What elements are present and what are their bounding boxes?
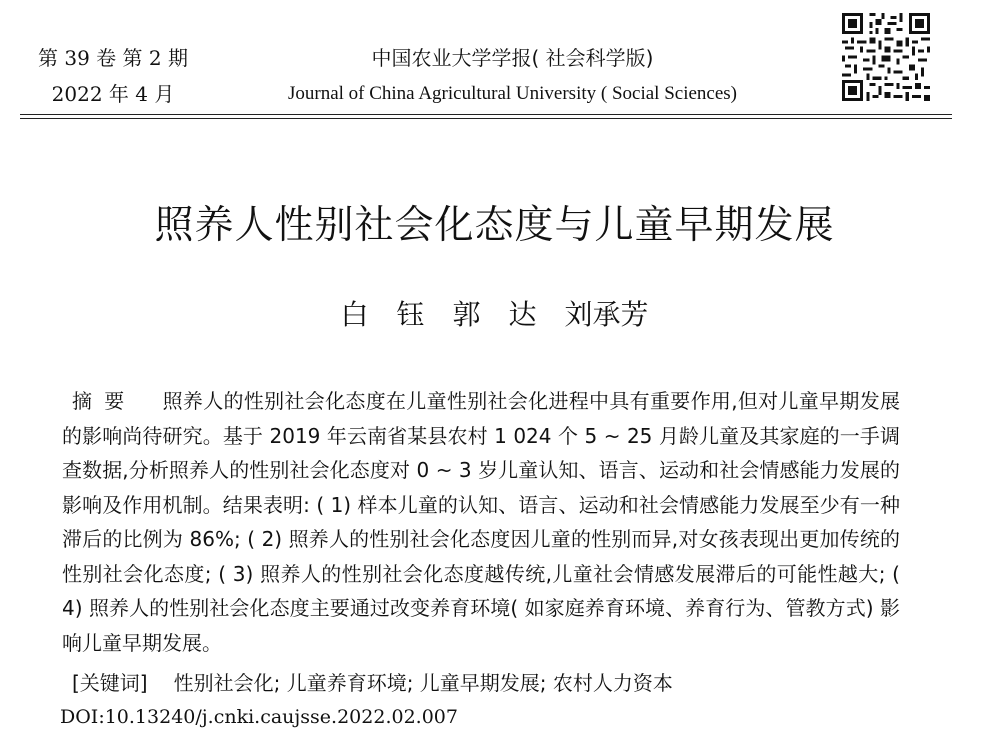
keywords-label: [关键词] [72,671,148,695]
author-list: 白 钰 郭 达 刘承芳 [340,298,649,331]
journal-name-cn: 中国农业大学学报( 社会科学版) [371,46,654,70]
doi-line: DOI:10.13240/j.cnki.caujsse.2022.02.007 [60,706,458,728]
volume-issue: 第 39 卷 第 2 期 [38,46,188,70]
journal-name-block [240,40,785,112]
journal-name-en: Journal of China Agricultural University ( Social Sciences) [287,83,738,104]
keywords-line [72,666,902,700]
header-rule-top [20,114,952,115]
abstract-text: 照养人的性别社会化态度在儿童性别社会化进程中具有重要作用,但对儿童早期发展的影响尚待研究。基于 2019 年云南省某县农村 1 024 个 5 ~ 25 月龄儿童及其家庭的一手调查数据,分析照养人的性别社会化态度对 0 ~ 3 岁儿童认知、语言、运动和社会情感能力发展的影响及作用机制。结果表明: ( 1) 样本儿童的认知、语言、运动和社会情感能力发展至少有一种滞后的比例为 86%; ( 2) 照养人的性别社会化态度因儿童的性别而异,对女孩表现出更加传统的性别社会化态度; ( 3) 照养人的性别社会化态度越传统,儿童社会情感发展滞后的可能性越大; ( 4) 照养人的性别社会化态度主要通过改变养育环境( 如家庭养育环境、养育行为、管教方式) 影响儿童早期发展。 [62,389,901,655]
header-rule-bottom [20,118,952,119]
issue-date: 2022 年 4 月 [51,82,175,106]
volume-issue-block [33,40,193,112]
qr-code-icon [842,13,930,101]
article-title: 照养人性别社会化态度与儿童早期发展 [154,203,835,248]
abstract-label: 摘要 [72,389,137,413]
keywords-text: 性别社会化; 儿童养育环境; 儿童早期发展; 农村人力资本 [173,671,673,695]
abstract-paragraph [62,384,900,660]
